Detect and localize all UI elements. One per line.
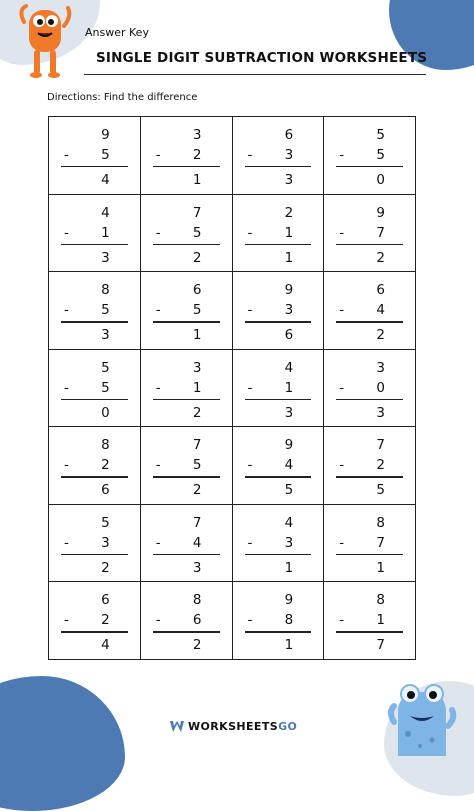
minuend: 6 bbox=[376, 282, 385, 299]
subtrahend: 4 bbox=[192, 534, 202, 551]
problem-cell bbox=[141, 582, 233, 660]
minus-sign: - bbox=[247, 224, 253, 241]
minuend: 8 bbox=[376, 592, 385, 609]
problem-cell bbox=[141, 427, 233, 505]
answer-line bbox=[61, 399, 128, 400]
minuend: 4 bbox=[284, 514, 294, 531]
minuend: 2 bbox=[284, 204, 294, 221]
answer: 3 bbox=[284, 172, 294, 188]
problem-cell bbox=[324, 117, 416, 195]
answer: 3 bbox=[101, 327, 110, 344]
answer: 1 bbox=[284, 637, 294, 654]
minuend: 7 bbox=[192, 437, 202, 454]
minuend: 5 bbox=[101, 359, 110, 376]
answer: 5 bbox=[376, 482, 385, 499]
answer: 0 bbox=[376, 172, 385, 188]
problem-cell bbox=[141, 350, 233, 428]
brand-main-text: WORKSHEETS bbox=[188, 720, 279, 733]
subtrahend: 0 bbox=[376, 379, 385, 396]
problem-cell bbox=[324, 505, 416, 583]
problem-cell bbox=[49, 117, 141, 195]
answer: 3 bbox=[192, 559, 202, 576]
minus-sign: - bbox=[155, 224, 161, 241]
subtrahend: 5 bbox=[376, 147, 385, 163]
minus-sign: - bbox=[64, 612, 69, 629]
problem-cell bbox=[324, 195, 416, 273]
subtrahend: 4 bbox=[376, 302, 385, 319]
answer-line bbox=[153, 244, 220, 245]
answer-line bbox=[245, 399, 312, 400]
answer-line bbox=[336, 631, 403, 632]
minuend: 8 bbox=[192, 592, 202, 609]
minuend: 8 bbox=[376, 514, 385, 531]
minus-sign: - bbox=[247, 147, 253, 163]
answer-line bbox=[153, 321, 220, 322]
problem-cell bbox=[49, 427, 141, 505]
minuend: 8 bbox=[101, 282, 110, 299]
problem-cell bbox=[49, 272, 141, 350]
brand-accent-text: GO bbox=[278, 720, 298, 733]
minuend: 9 bbox=[284, 592, 294, 609]
minus-sign: - bbox=[155, 534, 161, 551]
minuend: 5 bbox=[101, 514, 110, 531]
page-title: SINGLE DIGIT SUBTRACTION WORKSHEETS bbox=[96, 50, 428, 66]
problem-cell bbox=[233, 117, 325, 195]
answer-line bbox=[61, 166, 128, 167]
subtrahend: 1 bbox=[284, 379, 294, 396]
problem-cell bbox=[324, 272, 416, 350]
answer-line bbox=[153, 166, 220, 167]
answer: 7 bbox=[376, 637, 385, 654]
answer: 3 bbox=[376, 404, 385, 421]
answer-line bbox=[336, 166, 403, 167]
minus-sign: - bbox=[339, 457, 345, 474]
minus-sign: - bbox=[155, 612, 161, 629]
subtrahend: 7 bbox=[376, 224, 385, 241]
subtrahend: 8 bbox=[284, 612, 294, 629]
worksheetsgo-logo-icon bbox=[170, 721, 184, 732]
subtrahend: 5 bbox=[192, 224, 202, 241]
minus-sign: - bbox=[64, 224, 69, 241]
subtrahend: 4 bbox=[284, 457, 294, 474]
answer-line bbox=[336, 476, 403, 477]
answer: 2 bbox=[192, 482, 202, 499]
answer-line bbox=[153, 631, 220, 632]
subtrahend: 5 bbox=[192, 457, 202, 474]
answer-line bbox=[61, 321, 128, 322]
minus-sign: - bbox=[247, 534, 253, 551]
subtrahend: 1 bbox=[101, 224, 110, 241]
answer-line bbox=[61, 631, 128, 632]
directions-text: Directions: Find the difference bbox=[47, 92, 198, 103]
minuend: 9 bbox=[284, 437, 294, 454]
subtrahend: 2 bbox=[101, 457, 110, 474]
problem-cell bbox=[233, 350, 325, 428]
minuend: 5 bbox=[376, 127, 385, 143]
decor-blob-bottom-left bbox=[0, 676, 125, 811]
answer-line bbox=[153, 554, 220, 555]
answer: 6 bbox=[284, 327, 294, 344]
problem-cell bbox=[49, 195, 141, 273]
subtrahend: 3 bbox=[284, 534, 294, 551]
minuend: 9 bbox=[284, 282, 294, 299]
minus-sign: - bbox=[155, 379, 161, 396]
problem-cell bbox=[324, 427, 416, 505]
answer: 6 bbox=[101, 482, 110, 499]
answer: 1 bbox=[192, 172, 202, 188]
answer: 1 bbox=[284, 559, 294, 576]
answer-key-label: Answer Key bbox=[85, 26, 149, 39]
minus-sign: - bbox=[64, 379, 69, 396]
minus-sign: - bbox=[64, 457, 69, 474]
answer-line bbox=[245, 244, 312, 245]
problem-cell bbox=[233, 505, 325, 583]
minuend: 9 bbox=[101, 127, 110, 143]
subtrahend: 1 bbox=[192, 379, 202, 396]
minus-sign: - bbox=[339, 302, 345, 319]
minus-sign: - bbox=[64, 147, 69, 163]
answer: 2 bbox=[376, 327, 385, 344]
answer-line bbox=[245, 476, 312, 477]
answer: 1 bbox=[192, 327, 202, 344]
minus-sign: - bbox=[64, 534, 69, 551]
minuend: 7 bbox=[192, 514, 202, 531]
minus-sign: - bbox=[64, 302, 69, 319]
answer: 0 bbox=[101, 404, 110, 421]
minuend: 3 bbox=[192, 359, 202, 376]
answer: 2 bbox=[192, 404, 202, 421]
answer: 4 bbox=[101, 172, 110, 188]
answer-line bbox=[61, 476, 128, 477]
subtrahend: 1 bbox=[376, 612, 385, 629]
subtrahend: 3 bbox=[101, 534, 110, 551]
problem-cell bbox=[324, 582, 416, 660]
answer: 2 bbox=[192, 637, 202, 654]
minuend: 4 bbox=[101, 204, 110, 221]
answer-line bbox=[245, 166, 312, 167]
answer-line bbox=[336, 244, 403, 245]
minus-sign: - bbox=[155, 302, 161, 319]
orange-monster-mascot-icon bbox=[16, 2, 74, 78]
subtrahend: 2 bbox=[376, 457, 385, 474]
answer-line bbox=[245, 554, 312, 555]
subtrahend: 3 bbox=[284, 147, 294, 163]
problem-cell bbox=[141, 272, 233, 350]
problem-cell bbox=[233, 582, 325, 660]
subtrahend: 2 bbox=[101, 612, 110, 629]
footer-brand bbox=[170, 720, 297, 733]
answer: 2 bbox=[376, 249, 385, 266]
minuend: 3 bbox=[376, 359, 385, 376]
minus-sign: - bbox=[247, 379, 253, 396]
minuend: 7 bbox=[376, 437, 385, 454]
minus-sign: - bbox=[339, 534, 345, 551]
answer: 1 bbox=[376, 559, 385, 576]
subtrahend: 5 bbox=[192, 302, 202, 319]
problem-cell bbox=[49, 350, 141, 428]
minus-sign: - bbox=[155, 147, 161, 163]
minus-sign: - bbox=[339, 224, 345, 241]
problem-cell bbox=[141, 117, 233, 195]
minus-sign: - bbox=[247, 457, 253, 474]
answer-line bbox=[245, 321, 312, 322]
blue-monster-mascot-icon bbox=[386, 682, 458, 756]
minuend: 4 bbox=[284, 359, 294, 376]
subtrahend: 2 bbox=[192, 147, 202, 163]
minus-sign: - bbox=[339, 612, 345, 629]
answer-line bbox=[61, 554, 128, 555]
problem-cell bbox=[49, 582, 141, 660]
problem-cell bbox=[141, 195, 233, 273]
subtrahend: 5 bbox=[101, 147, 110, 163]
subtrahend: 6 bbox=[192, 612, 202, 629]
subtrahend: 7 bbox=[376, 534, 385, 551]
answer-line bbox=[336, 321, 403, 322]
minuend: 7 bbox=[192, 204, 202, 221]
answer-line bbox=[61, 244, 128, 245]
answer-line bbox=[153, 399, 220, 400]
problem-cell bbox=[233, 272, 325, 350]
title-divider bbox=[84, 74, 426, 75]
answer-line bbox=[336, 554, 403, 555]
problem-cell bbox=[324, 350, 416, 428]
minuend: 3 bbox=[192, 127, 202, 143]
problem-grid bbox=[48, 116, 416, 660]
subtrahend: 3 bbox=[284, 302, 294, 319]
answer-line bbox=[245, 631, 312, 632]
subtrahend: 5 bbox=[101, 379, 110, 396]
subtrahend: 5 bbox=[101, 302, 110, 319]
minus-sign: - bbox=[247, 612, 253, 629]
answer: 4 bbox=[101, 637, 110, 654]
answer: 2 bbox=[192, 249, 202, 266]
answer: 3 bbox=[101, 249, 110, 266]
minus-sign: - bbox=[339, 379, 345, 396]
subtrahend: 1 bbox=[284, 224, 294, 241]
answer: 5 bbox=[284, 482, 294, 499]
problem-cell bbox=[233, 427, 325, 505]
problem-cell bbox=[233, 195, 325, 273]
minuend: 6 bbox=[284, 127, 294, 143]
minus-sign: - bbox=[247, 302, 253, 319]
answer-line bbox=[153, 476, 220, 477]
minuend: 8 bbox=[101, 437, 110, 454]
minuend: 6 bbox=[192, 282, 202, 299]
minus-sign: - bbox=[155, 457, 161, 474]
minuend: 6 bbox=[101, 592, 110, 609]
minus-sign: - bbox=[339, 147, 345, 163]
answer: 2 bbox=[101, 559, 110, 576]
problem-cell bbox=[141, 505, 233, 583]
answer: 3 bbox=[284, 404, 294, 421]
answer-line bbox=[336, 399, 403, 400]
minuend: 9 bbox=[376, 204, 385, 221]
problem-cell bbox=[49, 505, 141, 583]
answer: 1 bbox=[284, 249, 294, 266]
